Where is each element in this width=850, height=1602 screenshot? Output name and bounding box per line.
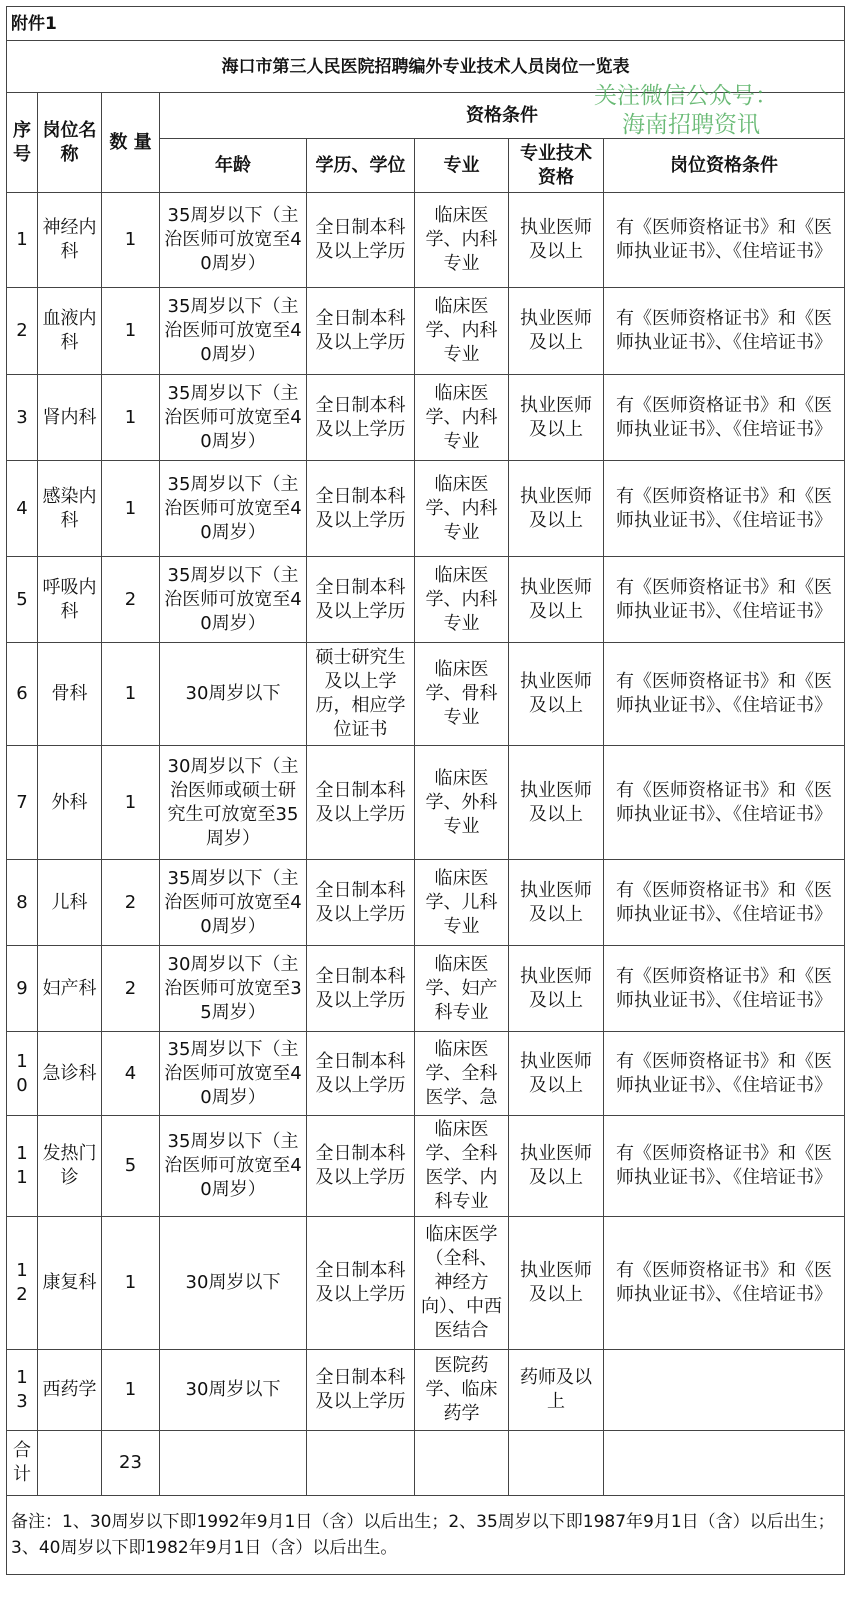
header-position: 岗位名称 [38, 93, 102, 193]
cell-post-requirements: 有《医师资格证书》和《医师执业证书》、《住培证书》 [604, 643, 845, 746]
cell-post-requirements: 有《医师资格证书》和《医师执业证书》、《住培证书》 [604, 1116, 845, 1217]
table-row [7, 193, 845, 288]
table-row [7, 946, 845, 1032]
cell-count: 1 [102, 1217, 160, 1350]
header-tech-qualification: 专业技术资格 [509, 139, 604, 193]
cell-education: 全日制本科及以上学历 [307, 461, 415, 557]
cell-count: 2 [102, 946, 160, 1032]
cell-count: 1 [102, 375, 160, 461]
total-blank [509, 1431, 604, 1496]
cell-post-requirements: 有《医师资格证书》和《医师执业证书》、《住培证书》 [604, 557, 845, 643]
cell-age: 35周岁以下（主治医师可放宽至40周岁） [160, 375, 307, 461]
cell-post-requirements: 有《医师资格证书》和《医师执业证书》、《住培证书》 [604, 193, 845, 288]
cell-tech-qualification: 执业医师及以上 [509, 946, 604, 1032]
cell-position-name: 肾内科 [38, 375, 102, 461]
cell-education: 全日制本科及以上学历 [307, 1217, 415, 1350]
cell-tech-qualification: 执业医师及以上 [509, 193, 604, 288]
header-qualification-group: 资格条件 [160, 93, 845, 139]
table-row [7, 288, 845, 375]
cell-post-requirements: 有《医师资格证书》和《医师执业证书》、《住培证书》 [604, 1032, 845, 1116]
cell-age: 35周岁以下（主治医师可放宽至40周岁） [160, 1032, 307, 1116]
cell-education: 全日制本科及以上学历 [307, 1116, 415, 1217]
cell-tech-qualification: 执业医师及以上 [509, 288, 604, 375]
cell-age: 30周岁以下 [160, 1350, 307, 1431]
cell-age: 35周岁以下（主治医师可放宽至40周岁） [160, 288, 307, 375]
cell-education: 全日制本科及以上学历 [307, 1032, 415, 1116]
header-post-requirements: 岗位资格条件 [604, 139, 845, 193]
cell-seq: 6 [7, 643, 38, 746]
table-row [7, 1032, 845, 1116]
cell-seq: 5 [7, 557, 38, 643]
cell-major: 临床医学、内科专业 [415, 557, 509, 643]
cell-major: 临床医学、内科专业 [415, 288, 509, 375]
cell-count: 1 [102, 746, 160, 860]
cell-major [415, 1032, 509, 1116]
header-seq: 序号 [7, 93, 38, 193]
cell-position-name: 妇产科 [38, 946, 102, 1032]
cell-tech-qualification: 执业医师及以上 [509, 1116, 604, 1217]
note-row [7, 1496, 845, 1575]
cell-age: 30周岁以下（主治医师可放宽至35周岁） [160, 946, 307, 1032]
cell-education: 全日制本科及以上学历 [307, 1350, 415, 1431]
cell-tech-qualification: 执业医师及以上 [509, 746, 604, 860]
footnote: 备注：1、30周岁以下即1992年9月1日（含）以后出生；2、35周岁以下即1987年9月1日（含）以后出生；3、40周岁以下即1982年9月1日（含）以后出生。 [7, 1496, 845, 1575]
cell-age: 35周岁以下（主治医师可放宽至40周岁） [160, 1116, 307, 1217]
cell-education: 全日制本科及以上学历 [307, 746, 415, 860]
cell-post-requirements: 有《医师资格证书》和《医师执业证书》、《住培证书》 [604, 860, 845, 946]
total-label: 合计 [7, 1431, 38, 1496]
cell-count: 2 [102, 860, 160, 946]
total-blank [415, 1431, 509, 1496]
cell-tech-qualification: 药师及以上 [509, 1350, 604, 1431]
cell-count: 1 [102, 643, 160, 746]
cell-major: 临床医学、全科医学、内科专业 [415, 1116, 509, 1217]
header-major: 专业 [415, 139, 509, 193]
cell-age: 35周岁以下（主治医师可放宽至40周岁） [160, 860, 307, 946]
cell-seq: 3 [7, 375, 38, 461]
cell-age: 30周岁以下（主治医师或硕士研究生可放宽至35周岁） [160, 746, 307, 860]
cell-position-name: 呼吸内科 [38, 557, 102, 643]
cell-tech-qualification: 执业医师及以上 [509, 643, 604, 746]
cell-seq: 1 [7, 193, 38, 288]
cell-position-name: 血液内科 [38, 288, 102, 375]
watermark-line2: 海南招聘资讯 [622, 112, 760, 138]
cell-position-name: 骨科 [38, 643, 102, 746]
table-row [7, 1217, 845, 1350]
cell-major: 临床医学、儿科专业 [415, 860, 509, 946]
cell-major: 临床医学、骨科专业 [415, 643, 509, 746]
cell-seq: 10 [7, 1032, 38, 1116]
table-row [7, 746, 845, 860]
total-blank [604, 1431, 845, 1496]
cell-count: 1 [102, 461, 160, 557]
cell-education: 全日制本科及以上学历 [307, 193, 415, 288]
cell-count: 1 [102, 288, 160, 375]
table-row [7, 375, 845, 461]
cell-age: 35周岁以下（主治医师可放宽至40周岁） [160, 193, 307, 288]
cell-age: 30周岁以下 [160, 643, 307, 746]
cell-major: 临床医学、内科专业 [415, 193, 509, 288]
cell-tech-qualification: 执业医师及以上 [509, 1032, 604, 1116]
cell-tech-qualification: 执业医师及以上 [509, 860, 604, 946]
cell-major: 临床医学、妇产科专业 [415, 946, 509, 1032]
cell-seq: 4 [7, 461, 38, 557]
cell-position-name: 儿科 [38, 860, 102, 946]
document-page [6, 6, 844, 1575]
total-blank [160, 1431, 307, 1496]
watermark-line1: 关注微信公众号： [594, 83, 778, 109]
cell-seq: 13 [7, 1350, 38, 1431]
attachment-label: 附件1 [7, 7, 845, 41]
table-row [7, 643, 845, 746]
cell-seq: 11 [7, 1116, 38, 1217]
cell-education: 全日制本科及以上学历 [307, 860, 415, 946]
table-row [7, 1116, 845, 1217]
cell-tech-qualification: 执业医师及以上 [509, 557, 604, 643]
cell-tech-qualification: 执业医师及以上 [509, 1217, 604, 1350]
cell-count: 1 [102, 1350, 160, 1431]
cell-education: 硕士研究生及以上学历，相应学位证书 [307, 643, 415, 746]
cell-position-name: 发热门诊 [38, 1116, 102, 1217]
cell-seq: 7 [7, 746, 38, 860]
cell-post-requirements: 有《医师资格证书》和《医师执业证书》、《住培证书》 [604, 946, 845, 1032]
cell-position-name: 外科 [38, 746, 102, 860]
cell-education: 全日制本科及以上学历 [307, 557, 415, 643]
cell-count: 5 [102, 1116, 160, 1217]
cell-seq: 12 [7, 1217, 38, 1350]
cell-tech-qualification: 执业医师及以上 [509, 375, 604, 461]
total-count: 23 [102, 1431, 160, 1496]
cell-seq: 9 [7, 946, 38, 1032]
cell-seq: 2 [7, 288, 38, 375]
cell-age: 35周岁以下（主治医师可放宽至40周岁） [160, 461, 307, 557]
cell-major: 医院药学、临床药学 [415, 1350, 509, 1431]
cell-seq: 8 [7, 860, 38, 946]
cell-major: 临床医学、外科专业 [415, 746, 509, 860]
total-blank [307, 1431, 415, 1496]
cell-post-requirements: 有《医师资格证书》和《医师执业证书》、《住培证书》 [604, 288, 845, 375]
table-title: 海口市第三人民医院招聘编外专业技术人员岗位一览表 [7, 41, 845, 93]
table-row [7, 1350, 845, 1431]
total-blank [38, 1431, 102, 1496]
cell-post-requirements: 有《医师资格证书》和《医师执业证书》、《住培证书》 [604, 1217, 845, 1350]
cell-post-requirements: 有《医师资格证书》和《医师执业证书》、《住培证书》 [604, 461, 845, 557]
table-row [7, 461, 845, 557]
header-count: 数 量 [102, 93, 160, 193]
cell-count: 4 [102, 1032, 160, 1116]
cell-education: 全日制本科及以上学历 [307, 288, 415, 375]
cell-count: 2 [102, 557, 160, 643]
cell-position-name: 神经内科 [38, 193, 102, 288]
cell-position-name: 西药学 [38, 1350, 102, 1431]
total-row [7, 1431, 845, 1496]
cell-major-text: 临床医学、全科医学、急 [425, 1038, 498, 1108]
cell-education: 全日制本科及以上学历 [307, 946, 415, 1032]
header-age: 年龄 [160, 139, 307, 193]
cell-position-name: 急诊科 [38, 1032, 102, 1116]
cell-post-requirements: 有《医师资格证书》和《医师执业证书》、《住培证书》 [604, 746, 845, 860]
cell-major: 临床医学、内科专业 [415, 375, 509, 461]
positions-table [6, 6, 845, 1575]
cell-major: 临床医学（全科、神经方向）、中西医结合 [415, 1217, 509, 1350]
cell-major: 临床医学、内科专业 [415, 461, 509, 557]
cell-tech-qualification: 执业医师及以上 [509, 461, 604, 557]
cell-position-name: 感染内科 [38, 461, 102, 557]
cell-post-requirements [604, 1350, 845, 1431]
cell-age: 35周岁以下（主治医师可放宽至40周岁） [160, 557, 307, 643]
cell-post-requirements: 有《医师资格证书》和《医师执业证书》、《住培证书》 [604, 375, 845, 461]
cell-education: 全日制本科及以上学历 [307, 375, 415, 461]
cell-count: 1 [102, 193, 160, 288]
table-row [7, 557, 845, 643]
header-education: 学历、学位 [307, 139, 415, 193]
cell-position-name: 康复科 [38, 1217, 102, 1350]
cell-age: 30周岁以下 [160, 1217, 307, 1350]
table-row [7, 860, 845, 946]
